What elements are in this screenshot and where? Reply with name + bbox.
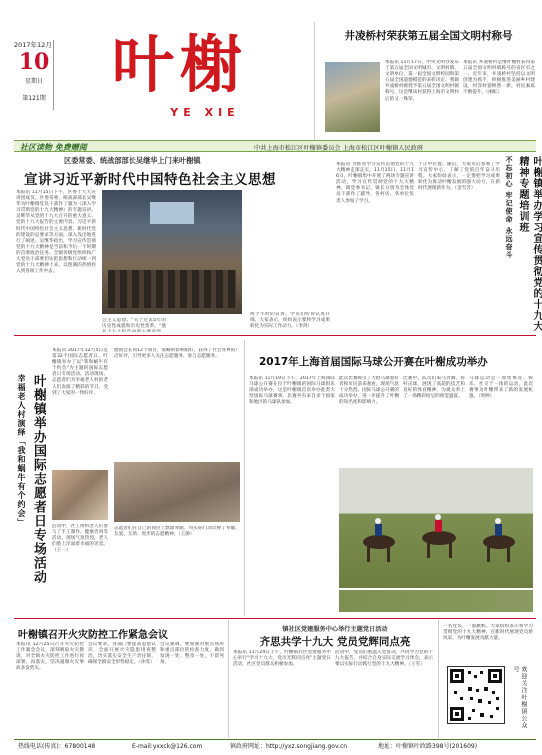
bottom-mid-col2: 活动中，党员们重温入党誓词，共同学习党的十九大报告，并结合自身实际交流学习体会，表示要以实际行动践行党的十九大精神。（王雪）: [335, 650, 433, 668]
bottom-left-col2: 会议要求，各部门要提高思想认识，全面开展火灾隐患排查整治，切实落实安全生产责任制，确保全镇安全形势稳定。（孙雯）: [88, 642, 156, 666]
lead-col5: 于正中位置。随后，大家先后参观了学习宣传中心，了解了党的百年奋斗历程。大家纷纷表示，一定要把学习成果转化为推动叶榭发展的强大动力，在新时代展现新作为。（金雪芳）: [418, 162, 500, 192]
left-vertical-kicker: 幸福老人村演绎「我和蜗牛有个约会」: [17, 374, 26, 527]
qr-caption: 欢迎关注叶榭镇公众号: [512, 666, 527, 729]
banner: [14, 140, 536, 152]
footer-website: 镇政府网址：http://yxz.songjiang.gov.cn: [230, 743, 348, 750]
polo-players-illustration: [339, 468, 533, 588]
bottom-right-block: [438, 620, 536, 738]
bottom-mid-kicker: 镇社区党建服务中心举行主题党日活动: [282, 626, 388, 633]
paper-title: 叶榭: [112, 28, 249, 101]
top-right-story: [314, 22, 536, 140]
bottom-mid-headline: 齐思共学十九大 党员党辉同点亮: [259, 636, 411, 648]
banner-left: 社区读物 免费赠阅: [20, 143, 87, 152]
date-box: [14, 40, 54, 110]
volunteer-photo: [52, 470, 108, 520]
volunteer-col3: 德国会长同12个项目，策略的影响很好，获得了社会各界的广泛好评，引导更多人关注志愿服务、参与志愿服务。: [114, 348, 240, 360]
paper-title-pinyin: YE XIE: [170, 106, 240, 119]
bottom-mid-story: [228, 620, 436, 738]
date-year-month: 2017年12月: [14, 41, 52, 49]
left-vertical-title: 叶榭镇举办国际志愿者日专场活动: [31, 374, 46, 584]
banner-right: 中共上海市松江区叶榭镇委员会 上海市松江区叶榭镇人民政府: [254, 145, 424, 152]
polo-col4: 马球运动是一项集体育、娱乐、社交于一体的运动，此次赛事为叶榭带来了新的发展机遇。（周婷）: [469, 376, 533, 400]
polo-photo: [339, 468, 533, 588]
bottom-left-col1: 本报讯 12月25日召开火灾防控工作紧急会议，深刻吸取火灾教训，对全镇火灾防控工作进行再部署、再落实，坚决遏制火灾事故多发势头。: [16, 642, 84, 672]
volunteer-col2: 活动中，社工组织老人们参与了手工制作、健康咨询等活动，现场气氛热烈，老人们脸上洋溢着幸福的笑容。（王一）: [52, 524, 108, 554]
top-right-body-right: 本报讯 井凌桥村是继叶榭村获得第五届全国文明村镇称号的省区市之一。近年来，井凌桥村坚持以文明创建为抓手，积极推进美丽乡村建设，村容村貌焕然一新，村民素质不断提升。（丽虹）: [463, 60, 535, 96]
footer: [14, 741, 536, 753]
lead-photo-audience: [108, 270, 236, 308]
volunteer-col4: 志愿者们在自己的岗位上默默奉献，用实际行动诠释了奉献、友爱、互助、进步的志愿精神。（王静）: [114, 526, 240, 538]
lead-kicker: 区委常委、统战部部长吴继华上门来叶榭镇: [64, 156, 201, 165]
lead-col3: 两个小时的宣讲，学员们听得认真仔细，大家表示，纷纷表示要将学习成果转化为实际工作动力。（李剑）: [250, 312, 330, 330]
footer-address: 地址：叶榭镇叶政路398号(201609): [378, 743, 478, 750]
lead-photo-screen: [150, 202, 194, 224]
footer-email: E-mail:yxxck@126.com: [132, 743, 203, 750]
top-right-headline: 井凌桥村荣获第五届全国文明村称号: [344, 30, 513, 42]
divider-lead: [14, 335, 536, 336]
lead-col4: 本报讯 为推进学习宣传贯彻党的十九大精神走深走实，11月15日、11月16日，叶榭镇集中开展了两场专题宣讲活动，学习宣传贯彻党的十九大精神，镇党委书记、镇长分别为全体党员干部作了辅导，各村居、各单位负责人参加了学习。: [336, 162, 414, 204]
date-day: 10: [18, 49, 50, 75]
polo-col2: 此次比赛吸引了大批马球爱好者和市民前来观看，现场气氛十分热烈。国际马球公开赛的成功举办，进一步提升了叶榭的知名度和影响力。: [339, 376, 399, 406]
qr-pattern: [448, 667, 504, 723]
lead-story: [14, 154, 502, 332]
right-vertical-title: 叶榭镇举办学习宣传贯彻党的十九大精神专题培训班: [517, 156, 542, 332]
polo-col3: 比赛中，队员们策马奔腾，挥杆击球，展现了高超的技艺和良好的体育精神，为观众奉上了一场精彩纷呈的视觉盛宴。: [403, 376, 465, 400]
bottom-left-story: [14, 620, 226, 738]
top-right-photo: [325, 62, 380, 132]
volunteer-col1: 本报讯 2017年12月5日是第32个国际志愿者日，叶榭镇举办了以"我和蜗牛有个约会"为主题的国际志愿者日专场活动。活动现场，志愿者们为幸福老人村的老人们表演了精彩的节目，受到了大家的一致好评。: [52, 348, 108, 396]
date-weekday: 星期日: [24, 78, 43, 85]
divider-bottom: [14, 618, 536, 619]
bottom-left-col3: 会议强调，要加强对重点场所和重点部位的检查力度，做到发现一处、整改一处，不留死角。: [160, 642, 224, 666]
volunteer-story: [14, 338, 244, 616]
lead-photo: [102, 190, 242, 314]
polo-story: [244, 340, 536, 616]
polo-photo-2: [339, 590, 533, 612]
issue-number: 第121期: [22, 95, 46, 102]
lead-col2: 会主义思想。"关于过去5年的历史性成就和历史性变革，"他: [102, 318, 166, 330]
lead-headline: 宣讲习近平新时代中国特色社会主义思想: [24, 172, 276, 188]
bottom-right-text: 一名党员，一面旗帜。大家纷纷表示将学习贯彻党的十九大精神，在新时代展现党员新风采，为叶榭发展贡献力量。: [443, 624, 533, 642]
top-right-body-left: 本报讯 11月17日，中央文明办发布了第五届全国文明城市、文明村镇、文明单位，第一届全国文明校园和第五届全国道德模范的表彰决定。我镇井凌桥村被授予第五届全国文明村镇称号，这是继该村获得上海市文明村后的又一殊荣。: [385, 60, 459, 102]
bottom-left-headline: 叶榭镇召开火灾防控工作紧急会议: [18, 630, 168, 641]
right-vertical-block: [503, 156, 542, 336]
bottom-mid-col1: 本报讯 11月24日上午，叶榭镇社区党建服务中心举行"学习十九大，党员光辉同点亮"主题党日活动，社区党员群众积极参加。: [233, 650, 331, 668]
polo-col1: 本报讯 11月19日下午，2017年上海国际马球公开赛在位于叶榭镇的国际马球俱乐部成功举办，这是叶榭镇首次举办此类大型国际马球赛事。比赛共有来自多个国家和地区的马球队参加。: [249, 376, 335, 406]
qr-code-icon: [447, 666, 505, 724]
footer-rule: [14, 739, 536, 740]
lead-col1: 本报讯 11月15日下午，区委十九大宣讲团成员、区委常委、统战部部长吴继华为叶榭镇党员干部作了题为《深入学习贯彻党的十九大精神》的专题宣讲。吴继华从党的十九大召开的重大意义、党的十九大报告的主要内容、习近平新时代中国特色社会主义思想、新时代党的建设的总要求等方面，深入浅出地进行了阐述。吴继华指出，学习宣传贯彻党的十九大精神是当前和今后一个时期的首要政治任务。全镇各级党组织和广大党员干部要切实把思想和行动统一到党的十九大精神上来，以饱满的热情投入到各项工作中去。: [16, 190, 96, 275]
right-vertical-kicker: 不忘初心 牢记使命 永远奋斗: [505, 156, 513, 259]
polo-headline: 2017年上海首届国际马球公开赛在叶榭成功举办: [259, 356, 488, 368]
volunteer-photo-2: [114, 462, 240, 522]
footer-hotline: 热线电话(传真)：67800148: [18, 743, 96, 750]
